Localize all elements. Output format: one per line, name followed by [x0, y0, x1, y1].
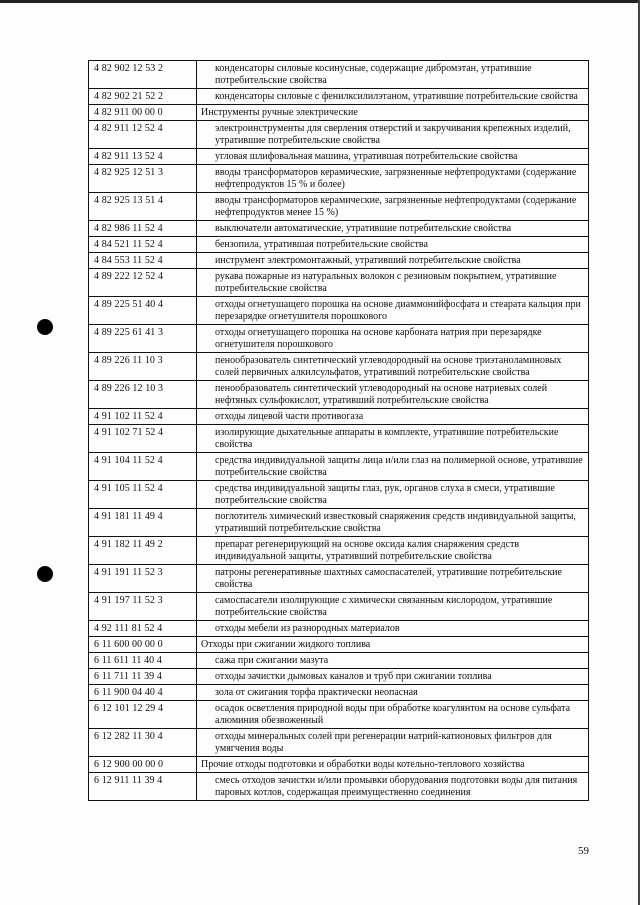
waste-code-cell: 6 12 282 11 30 4 [89, 729, 197, 757]
waste-code-cell: 4 91 104 11 52 4 [89, 453, 197, 481]
waste-code-cell: 6 11 900 04 40 4 [89, 685, 197, 701]
table-row [89, 621, 589, 637]
table-row [89, 685, 589, 701]
waste-description-cell: угловая шлифовальная машина, утратившая потребительские свойства [197, 149, 589, 165]
waste-code-cell: 4 82 925 13 51 4 [89, 193, 197, 221]
waste-code-cell: 4 89 222 12 52 4 [89, 269, 197, 297]
waste-code-cell: 4 89 225 51 40 4 [89, 297, 197, 325]
waste-code-cell: 6 11 611 11 40 4 [89, 653, 197, 669]
table-row [89, 729, 589, 757]
waste-code-cell: 4 82 986 11 52 4 [89, 221, 197, 237]
waste-description-cell: инструмент электромонтажный, утративший потребительские свойства [197, 253, 589, 269]
waste-description-cell: отходы лицевой части противогаза [197, 409, 589, 425]
scan-top-edge [0, 0, 640, 3]
table-row [89, 409, 589, 425]
waste-code-cell: 4 82 911 00 00 0 [89, 105, 197, 121]
waste-description-cell: конденсаторы силовые с фенилксилилэтаном, утратившие потребительские свойства [197, 89, 589, 105]
table-row [89, 149, 589, 165]
waste-description-cell: Прочие отходы подготовки и обработки воды котельно-теплового хозяйства [197, 757, 589, 773]
waste-code-cell: 6 11 711 11 39 4 [89, 669, 197, 685]
table-row [89, 253, 589, 269]
waste-code-cell: 4 84 521 11 52 4 [89, 237, 197, 253]
waste-description-cell: средства индивидуальной защиты глаз, рук, органов слуха в смеси, утратившие потребительские свойства [197, 481, 589, 509]
table-row [89, 221, 589, 237]
table-row [89, 237, 589, 253]
waste-description-cell: рукава пожарные из натуральных волокон с резиновым покрытием, утратившие потребительские свойства [197, 269, 589, 297]
waste-code-cell: 4 91 182 11 49 2 [89, 537, 197, 565]
table-row [89, 325, 589, 353]
table-row [89, 425, 589, 453]
table-row [89, 669, 589, 685]
table-row [89, 297, 589, 325]
waste-description-cell: вводы трансформаторов керамические, загрязненные нефтепродуктами (содержание нефтепродуктов менее 15 %) [197, 193, 589, 221]
table-row [89, 269, 589, 297]
waste-description-cell: осадок осветления природной воды при обработке коагулянтом на основе сульфата алюминия обезвоженный [197, 701, 589, 729]
waste-code-cell: 4 91 191 11 52 3 [89, 565, 197, 593]
waste-description-cell: отходы огнетушащего порошка на основе диаммонийфосфата и стеарата кальция при перезарядке огнетушителя порошкового [197, 297, 589, 325]
waste-code-cell: 4 82 902 21 52 2 [89, 89, 197, 105]
waste-code-cell: 4 91 105 11 52 4 [89, 481, 197, 509]
waste-description-cell: вводы трансформаторов керамические, загрязненные нефтепродуктами (содержание нефтепродуктов 15 % и более) [197, 165, 589, 193]
waste-description-cell: отходы огнетушащего порошка на основе карбоната натрия при перезарядке огнетушителя порошкового [197, 325, 589, 353]
table-row [89, 453, 589, 481]
waste-code-cell: 4 91 102 71 52 4 [89, 425, 197, 453]
waste-description-cell: изолирующие дыхательные аппараты в комплекте, утратившие потребительские свойства [197, 425, 589, 453]
waste-code-table [88, 60, 589, 801]
waste-description-cell: отходы минеральных солей при регенерации натрий-катионовых фильтров для умягчения воды [197, 729, 589, 757]
waste-description-cell: отходы мебели из разнородных материалов [197, 621, 589, 637]
page-number: 59 [578, 845, 589, 857]
table-row [89, 89, 589, 105]
waste-description-cell: конденсаторы силовые косинусные, содержащие дибромэтан, утратившие потребительские свойства [197, 61, 589, 89]
binder-hole-icon [37, 319, 53, 335]
waste-description-cell: средства индивидуальной защиты лица и/или глаз на полимерной основе, утратившие потребительские свойства [197, 453, 589, 481]
table-row [89, 565, 589, 593]
waste-code-cell: 6 12 101 12 29 4 [89, 701, 197, 729]
table-row [89, 537, 589, 565]
table-row [89, 121, 589, 149]
waste-code-cell: 4 82 911 12 52 4 [89, 121, 197, 149]
table-row [89, 193, 589, 221]
waste-code-cell: 4 84 553 11 52 4 [89, 253, 197, 269]
waste-code-cell: 4 91 102 11 52 4 [89, 409, 197, 425]
waste-description-cell: бензопила, утратившая потребительские свойства [197, 237, 589, 253]
table-row [89, 481, 589, 509]
table-row [89, 509, 589, 537]
waste-code-cell: 4 91 197 11 52 3 [89, 593, 197, 621]
table-row [89, 165, 589, 193]
table-row [89, 701, 589, 729]
waste-description-cell: Инструменты ручные электрические [197, 105, 589, 121]
table-row [89, 773, 589, 801]
waste-code-cell: 4 92 111 81 52 4 [89, 621, 197, 637]
waste-description-cell: зола от сжигания торфа практически неопасная [197, 685, 589, 701]
waste-code-cell: 4 89 226 12 10 3 [89, 381, 197, 409]
binder-hole-icon [37, 566, 53, 582]
table-row [89, 593, 589, 621]
table-row [89, 653, 589, 669]
waste-description-cell: самоспасатели изолирующие с химически связанным кислородом, утратившие потребительские свойства [197, 593, 589, 621]
table-row [89, 353, 589, 381]
table-row [89, 61, 589, 89]
table-group-row [89, 637, 589, 653]
waste-code-cell: 4 89 226 11 10 3 [89, 353, 197, 381]
waste-code-cell: 4 82 925 12 51 3 [89, 165, 197, 193]
waste-code-cell: 4 82 911 13 52 4 [89, 149, 197, 165]
table-row [89, 381, 589, 409]
waste-code-cell: 4 82 902 12 53 2 [89, 61, 197, 89]
waste-code-cell: 6 12 911 11 39 4 [89, 773, 197, 801]
waste-description-cell: электроинструменты для сверления отверстий и закручивания крепежных изделий, утратившие потребительские свойства [197, 121, 589, 149]
waste-description-cell: сажа при сжигании мазута [197, 653, 589, 669]
waste-description-cell: Отходы при сжигании жидкого топлива [197, 637, 589, 653]
table-group-row [89, 105, 589, 121]
waste-description-cell: поглотитель химический известковый снаряжения средств индивидуальной защиты, утративший потребительские свойства [197, 509, 589, 537]
waste-description-cell: отходы зачистки дымовых каналов и труб при сжигании топлива [197, 669, 589, 685]
waste-description-cell: препарат регенерирующий на основе оксида калия снаряжения средств индивидуальной защиты, утративший потребительские свойства [197, 537, 589, 565]
table-group-row [89, 757, 589, 773]
waste-description-cell: выключатели автоматические, утратившие потребительские свойства [197, 221, 589, 237]
waste-description-cell: пенообразователь синтетический углеводородный на основе натриевых солей нефтяных сульфокислот, утративший потребительские свойства [197, 381, 589, 409]
waste-code-cell: 4 89 225 61 41 3 [89, 325, 197, 353]
waste-code-cell: 4 91 181 11 49 4 [89, 509, 197, 537]
waste-code-cell: 6 12 900 00 00 0 [89, 757, 197, 773]
waste-description-cell: смесь отходов зачистки и/или промывки оборудования подготовки воды для питания паровых котлов, содержащая преимущественно соединения [197, 773, 589, 801]
waste-description-cell: патроны регенеративные шахтных самоспасателей, утратившие потребительские свойства [197, 565, 589, 593]
waste-description-cell: пенообразователь синтетический углеводородный на основе триэтаноламиновых солей первичных алкилсульфатов, утративший потребительские свойства [197, 353, 589, 381]
waste-code-cell: 6 11 600 00 00 0 [89, 637, 197, 653]
